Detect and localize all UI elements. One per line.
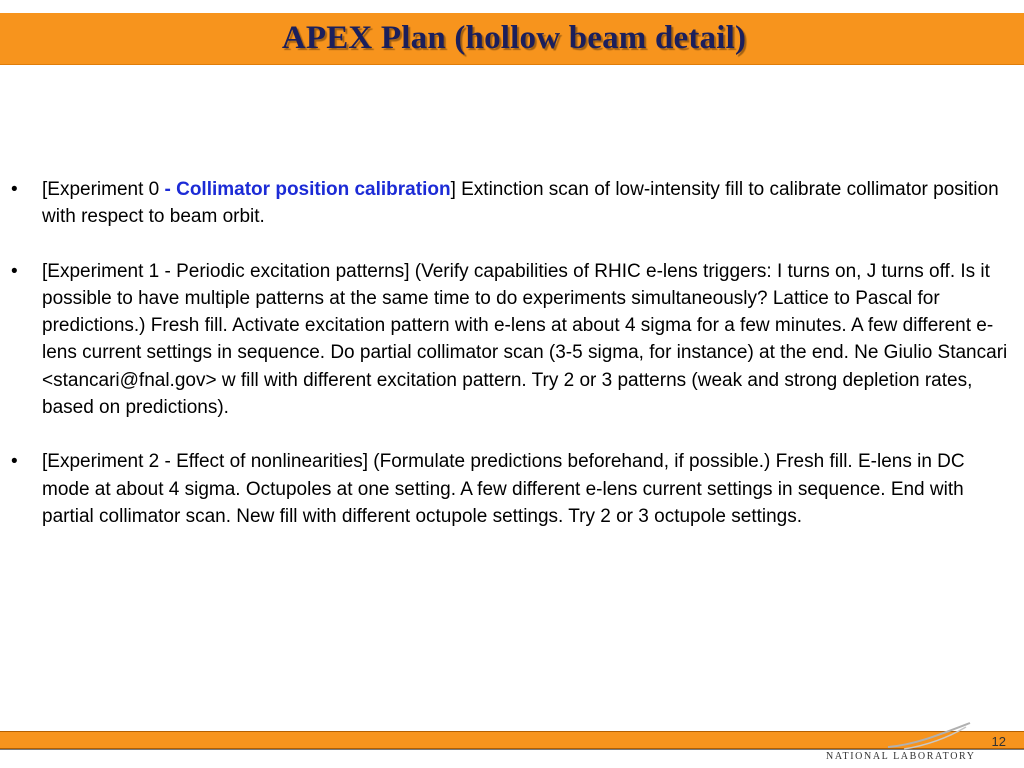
- bullet-item-experiment-0: [0, 176, 1024, 231]
- slide-title: APEX Plan (hollow beam detail): [281, 20, 747, 56]
- bullet-suffix: ] Extinction scan of low-intensity fill to calibrate collimator position with respect to beam orbit.: [42, 179, 999, 228]
- bullet-dot: •: [11, 260, 18, 282]
- bullet-item-experiment-2: [0, 448, 1024, 530]
- bullet-text: [Experiment 1 - Periodic excitation patterns] (Verify capabilities of RHIC e-lens triggers: I turns on, J turns off. Is it possible to have multiple patterns at the same time to do experiments simultaneously? Lattice to Pascal for predictions.) Fresh fill. Activate excitation pattern with e-lens at about 4 sigma for a few minutes. A few different e-lens current settings in sequence. Do partial collimator scan (3-5 sigma, for instance) at the end. Ne Giulio Stancari <stancari@fnal.gov> w fill with different excitation pattern. Try 2 or 3 patterns (weak and strong depletion rates, based on predictions).: [42, 260, 1008, 419]
- bullet-dot: •: [11, 179, 18, 200]
- page-number: 12: [991, 734, 1006, 749]
- bullet-item-experiment-1: [0, 258, 1024, 422]
- bullet-list: [0, 176, 1024, 557]
- footer-logo: [826, 721, 986, 765]
- bullet-highlight: - Collimator position calibration: [164, 179, 451, 200]
- bullet-text: [Experiment 2 - Effect of nonlinearities] (Formulate predictions beforehand, if possible.) Fresh fill. E-lens in DC mode at about 4 sigma. Octupoles at one setting. A few different e-lens current settings in sequence. End with partial collimator scan. New fill with different octupole settings. Try 2 or 3 octupole settings.: [42, 451, 965, 527]
- logo-text: NATIONAL LABORATORY: [826, 751, 976, 762]
- brookhaven-swoosh-icon: [884, 721, 974, 751]
- bullet-dot: •: [11, 451, 18, 473]
- title-bar: [0, 13, 1024, 65]
- bullet-prefix: [Experiment 0: [42, 179, 165, 200]
